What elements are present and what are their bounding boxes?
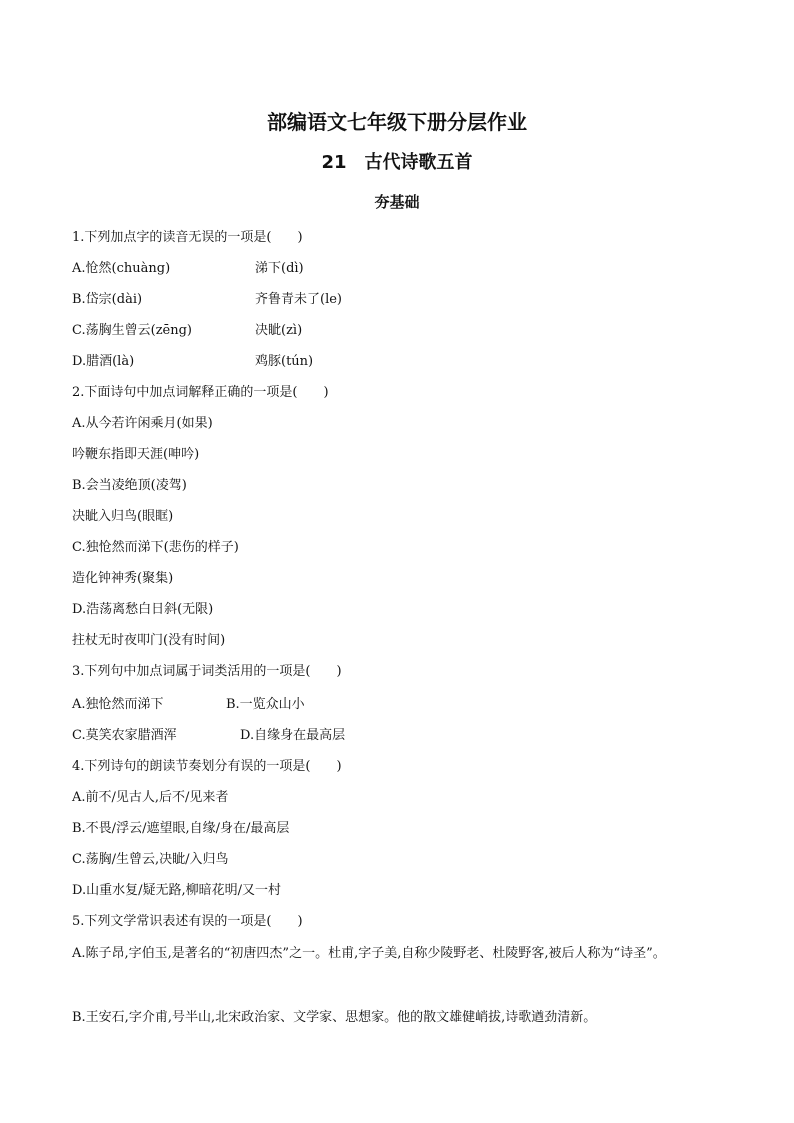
question-2-option-b: B.会当凌绝顶(凌驾) bbox=[72, 478, 187, 493]
question-2-option-d: D.浩荡离愁白日斜(无限) bbox=[72, 602, 214, 617]
lesson-title bbox=[0, 148, 794, 174]
question-4-stem: 4.下列诗句的朗读节奏划分有误的一项是( ) bbox=[72, 759, 342, 774]
question-2-option-a-second: 吟鞭东指即天涯(呻吟) bbox=[72, 447, 200, 462]
question-1-option-a-second: 涕下(dì) bbox=[255, 261, 304, 276]
question-1-option-d: D.腊酒(là) bbox=[72, 354, 135, 369]
question-3-stem: 3.下列句中加点词属于词类活用的一项是( ) bbox=[72, 664, 342, 679]
question-3-option-d: D.自缘身在最高层 bbox=[240, 728, 346, 743]
lesson-number: 21 bbox=[321, 152, 347, 173]
question-2-option-a: A.从今若许闲乘月(如果) bbox=[72, 416, 213, 431]
question-1-option-b-second: 齐鲁青未了(le) bbox=[255, 292, 342, 307]
question-4-option-c: C.荡胸/生曾云,决眦/入归鸟 bbox=[72, 852, 229, 867]
question-4-option-b: B.不畏/浮云/遮望眼,自缘/身在/最高层 bbox=[72, 821, 290, 836]
question-1-option-a: A.怆然(chuàng) bbox=[72, 261, 171, 276]
question-1-option-c-second: 决眦(zì) bbox=[255, 323, 303, 338]
page-title: 部编语文七年级下册分层作业 bbox=[267, 110, 527, 134]
question-5-option-a: A.陈子昂,字伯玉,是著名的“初唐四杰”之一。杜甫,字子美,自称少陵野老、杜陵野客,被后人称为“诗圣”。 bbox=[72, 946, 666, 961]
question-2-option-b-second: 决眦入归鸟(眼眶) bbox=[72, 509, 174, 524]
question-5-option-b: B.王安石,字介甫,号半山,北宋政治家、文学家、思想家。他的散文雄健峭拔,诗歌遒劲清新。 bbox=[72, 1010, 597, 1025]
question-1-option-c: C.荡胸生曾云(zēng) bbox=[72, 323, 192, 338]
question-2-option-c: C.独怆然而涕下(悲伤的样子) bbox=[72, 540, 239, 555]
question-2-option-d-second: 拄杖无时夜叩门(没有时间) bbox=[72, 633, 226, 648]
question-4-option-a: A.前不/见古人,后不/见来者 bbox=[72, 790, 229, 805]
question-5-stem: 5.下列文学常识表述有误的一项是( ) bbox=[72, 914, 303, 929]
question-1-option-d-second: 鸡豚(tún) bbox=[255, 354, 314, 369]
question-3-option-c: C.莫笑农家腊酒浑 bbox=[72, 728, 177, 743]
question-2-stem: 2.下面诗句中加点词解释正确的一项是( ) bbox=[72, 385, 329, 400]
section-heading: 夯基础 bbox=[374, 193, 420, 211]
lesson-name: 古代诗歌五首 bbox=[364, 152, 473, 173]
question-3-option-a: A.独怆然而涕下 bbox=[72, 697, 164, 712]
question-4-option-d: D.山重水复/疑无路,柳暗花明/又一村 bbox=[72, 883, 281, 898]
question-1-stem: 1.下列加点字的读音无误的一项是( ) bbox=[72, 230, 303, 245]
question-3-option-b: B.一览众山小 bbox=[226, 697, 305, 712]
question-2-option-c-second: 造化钟神秀(聚集) bbox=[72, 571, 174, 586]
question-1-option-b: B.岱宗(dài) bbox=[72, 292, 143, 307]
